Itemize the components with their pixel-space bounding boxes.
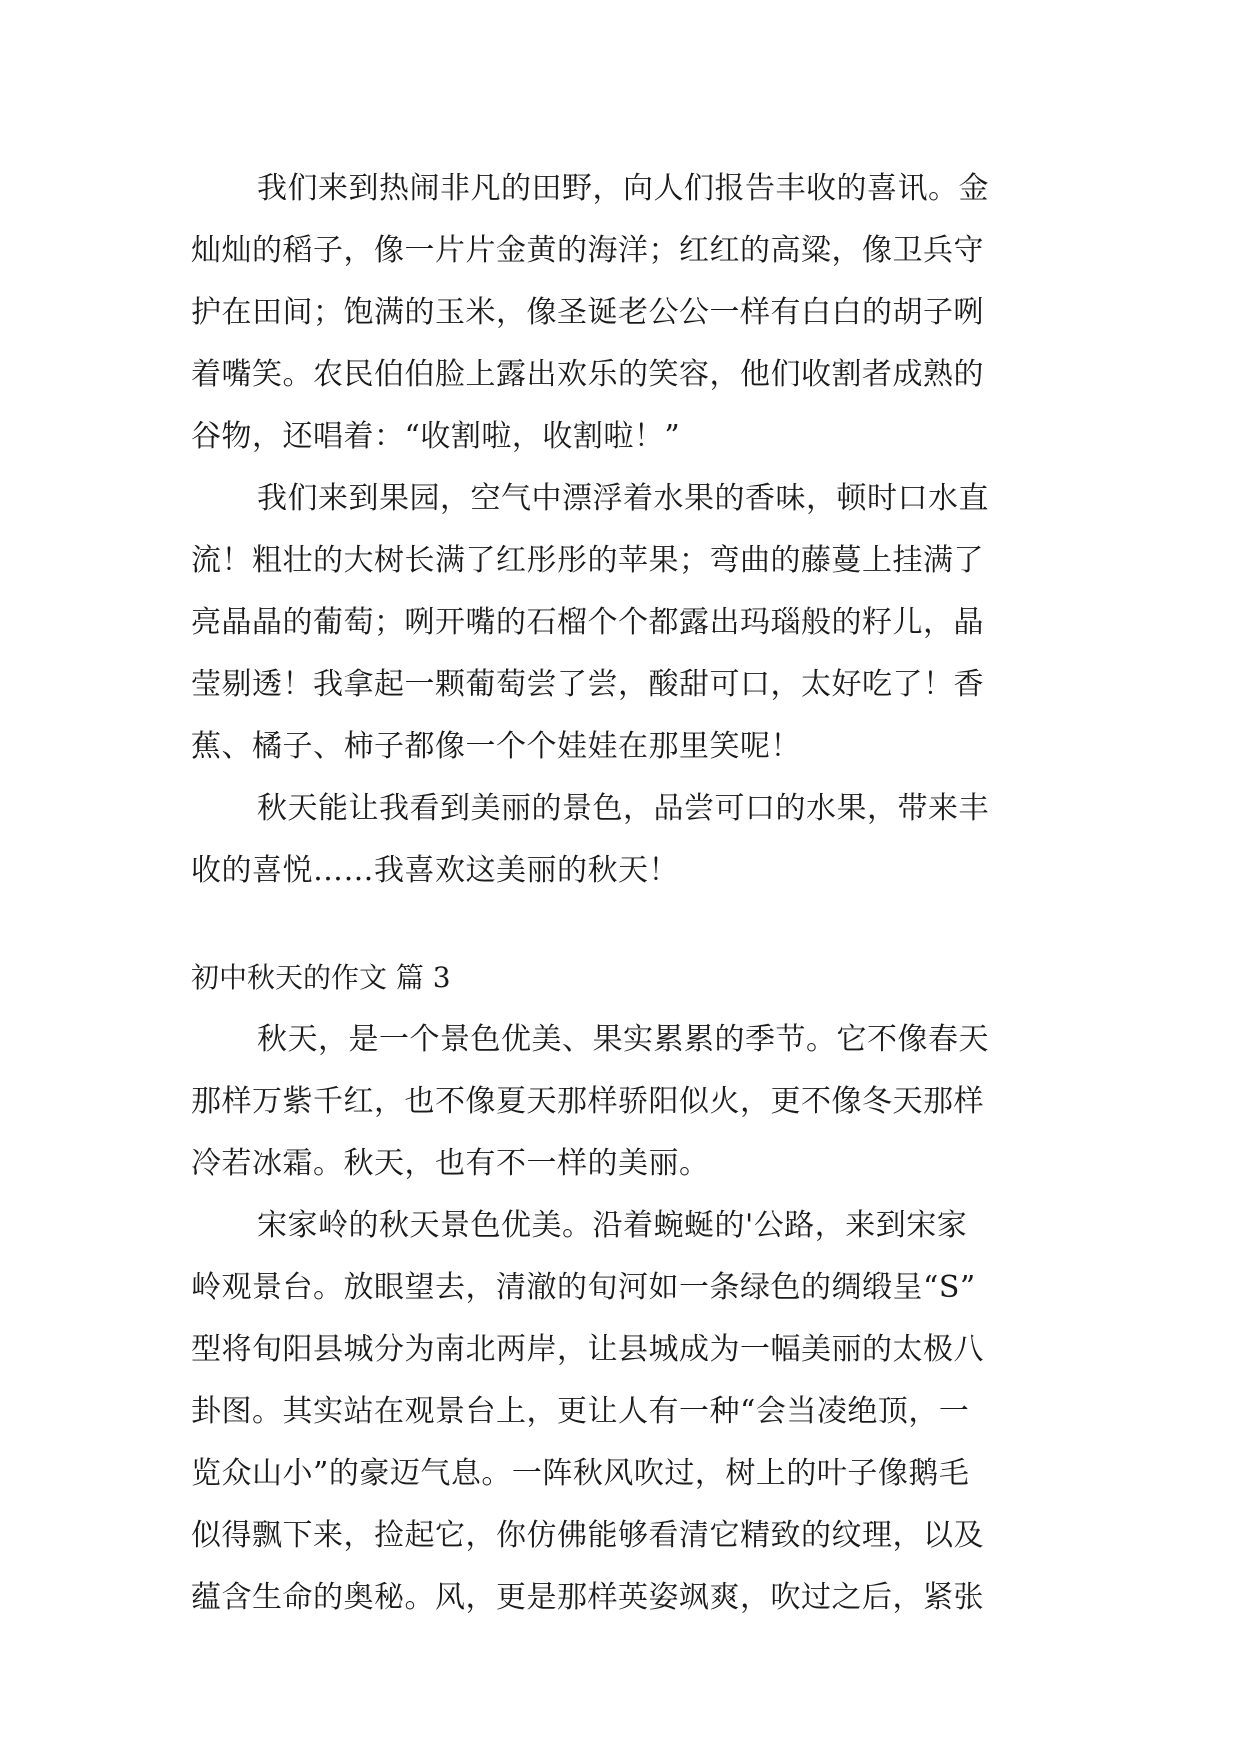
text-line: 护在田间；饱满的玉米，像圣诞老公公一样有白白的胡子咧 <box>191 295 984 330</box>
text-line: 览众山小”的豪迈气息。一阵秋风吹过，树上的叶子像鹅毛 <box>191 1456 970 1491</box>
text-line: 莹剔透！我拿起一颗葡萄尝了尝，酸甜可口，太好吃了！香 <box>191 667 984 702</box>
paragraph-fields <box>191 158 1051 468</box>
text-line: 宋家岭的秋天景色优美。沿着蜿蜒的'公路，来到宋家 <box>257 1208 968 1243</box>
text-line: 似得飘下来，捡起它，你仿佛能够看清它精致的纹理，以及 <box>191 1518 984 1553</box>
text-line: 秋天能让我看到美丽的景色，品尝可口的水果，带来丰 <box>257 791 989 826</box>
document-body <box>191 158 1051 1629</box>
text-line: 卦图。其实站在观景台上，更让人有一种“会当凌绝顶，一 <box>191 1394 970 1429</box>
text-line: 我们来到热闹非凡的田野，向人们报告丰收的喜讯。金 <box>257 171 989 206</box>
paragraph-conclusion <box>191 778 1051 902</box>
section-spacer <box>191 902 1051 947</box>
text-line: 蕴含生命的奥秘。风，更是那样英姿飒爽，吹过之后，紧张 <box>191 1580 984 1615</box>
text-line: 岭观景台。放眼望去，清澈的旬河如一条绿色的绸缎呈“S” <box>191 1270 976 1305</box>
text-line: 冷若冰霜。秋天，也有不一样的美丽。 <box>191 1146 710 1181</box>
paragraph-songjialing <box>191 1195 1051 1629</box>
text-line: 谷物，还唱着：“收割啦，收割啦！” <box>191 419 681 454</box>
paragraph-orchard <box>191 468 1051 778</box>
section-heading: 初中秋天的作文 篇 3 <box>191 961 451 994</box>
text-line: 流！粗壮的大树长满了红彤彤的苹果；弯曲的藤蔓上挂满了 <box>191 543 984 578</box>
text-line: 亮晶晶的葡萄；咧开嘴的石榴个个都露出玛瑙般的籽儿，晶 <box>191 605 984 640</box>
paragraph-autumn-intro <box>191 1009 1051 1195</box>
text-line: 蕉、橘子、柿子都像一个个娃娃在那里笑呢！ <box>191 729 801 764</box>
text-line: 那样万紫千红，也不像夏天那样骄阳似火，更不像冬天那样 <box>191 1084 984 1119</box>
text-line: 型将旬阳县城分为南北两岸，让县城成为一幅美丽的太极八 <box>191 1332 984 1367</box>
text-line: 收的喜悦……我喜欢这美丽的秋天！ <box>191 853 679 888</box>
text-line: 秋天，是一个景色优美、果实累累的季节。它不像春天 <box>257 1022 989 1057</box>
text-line: 着嘴笑。农民伯伯脸上露出欢乐的笑容，他们收割者成熟的 <box>191 357 984 392</box>
text-line: 我们来到果园，空气中漂浮着水果的香味，顿时口水直 <box>257 481 989 516</box>
text-line: 灿灿的稻子，像一片片金黄的海洋；红红的高粱，像卫兵守 <box>191 233 984 268</box>
